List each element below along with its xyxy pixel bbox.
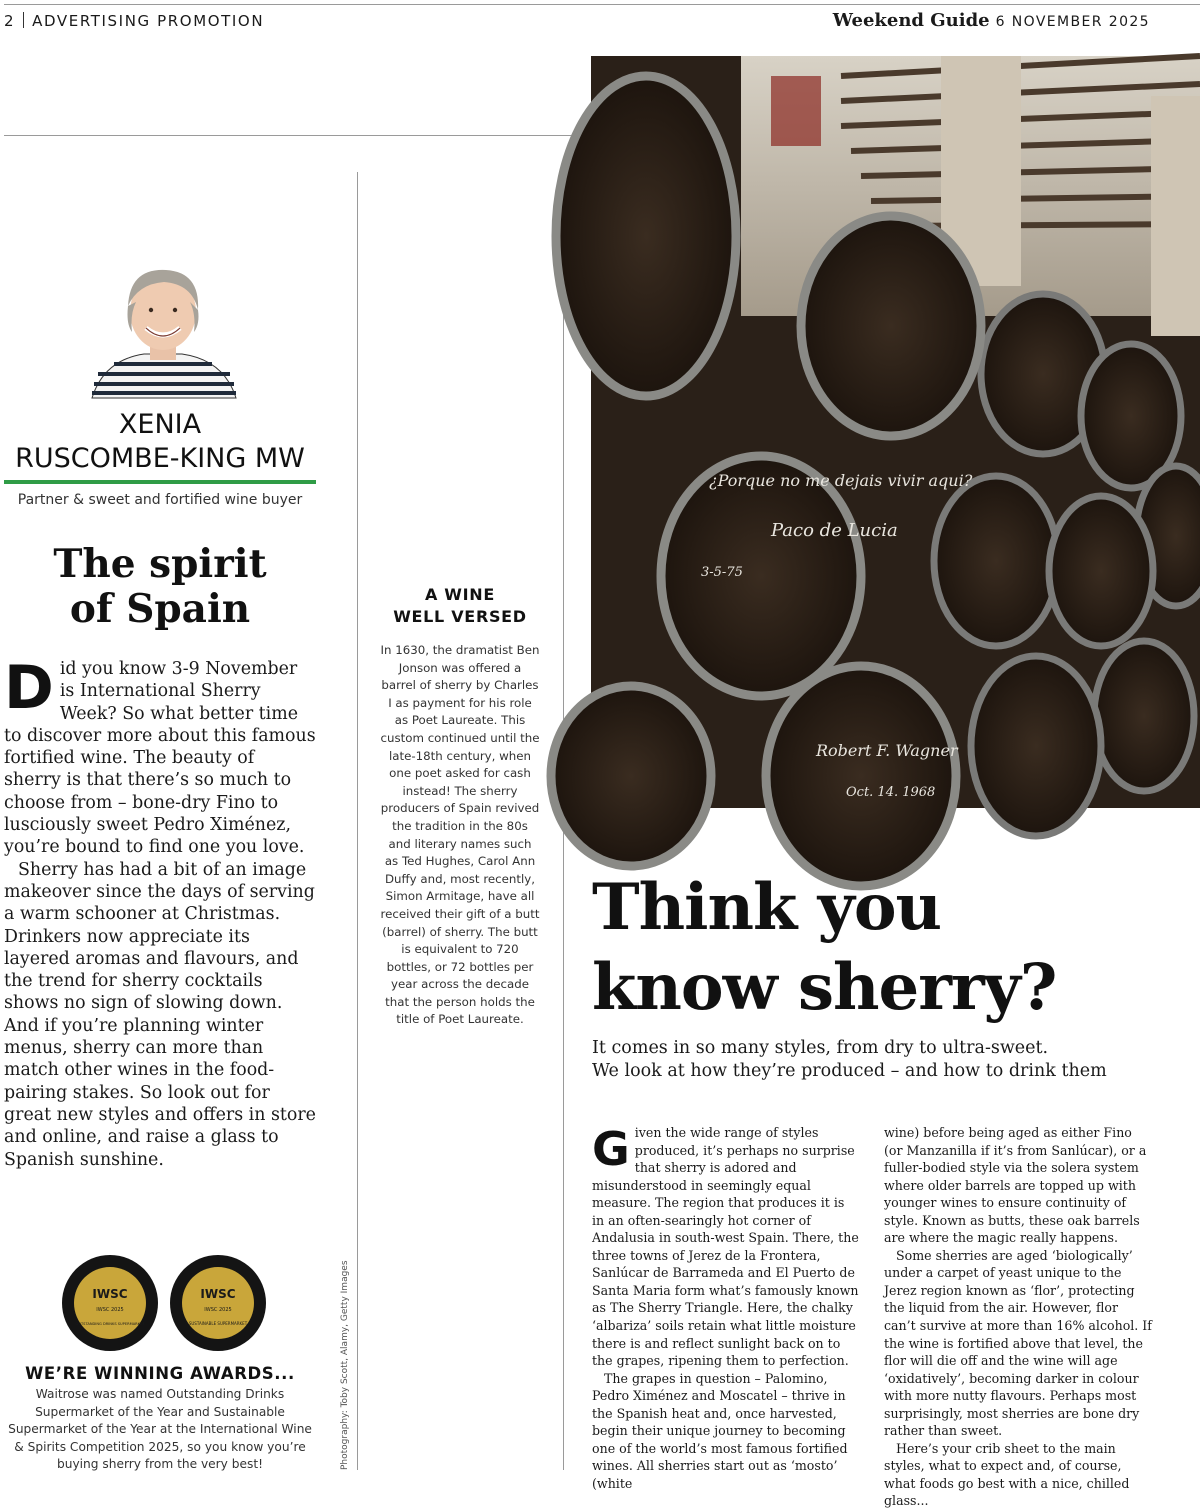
column-divider-left: [357, 172, 358, 1470]
header-rule: [4, 4, 1200, 5]
badge2-brand: IWSC: [200, 1287, 236, 1301]
awards-title: WE’RE WINNING AWARDS...: [25, 1364, 295, 1383]
issue-date: 6 NOVEMBER 2025: [995, 14, 1150, 30]
left-title-line2: of Spain: [69, 586, 251, 632]
dropcap-d: D: [4, 653, 54, 723]
sidebar-text: In 1630, the dramatist Ben Jonson was offered a barrel of sherry by Charles I as payment for his role as Poet Laureate. This custom continued until the late-18th century, when one poet asked for cash instead! The sherry producers of Spain revived the tradition in the 80s and literary names such as Ted Hughes, Carol Ann Duffy and, most recently, Simon Armitage, have all received their gift of a butt (barrel) of sherry. The butt is equivalent to 720 bottles, or 72 bottles per year across the decade that the person holds the title of Poet Laureate.: [380, 643, 540, 1027]
author-accent-rule: [4, 480, 316, 484]
col2-paragraph-2: Some sherries are aged ‘biologically’ under a carpet of yeast unique to the Jerez region known as ‘flor’, protecting the liquid from the air. However, flor can’t survive at more than 16% alcohol. If the wine is fortified above that level, the flor will die off and the wine will age ‘oxidatively’, becoming darker in colour with more nutty flavours. Perhaps most surprisingly, most sherries are bone dry rather than sweet.: [884, 1247, 1152, 1439]
barrel-date-1: 3-5-75: [701, 565, 743, 580]
award-badge-2: [170, 1255, 266, 1351]
main-column-2: [884, 1124, 1152, 1510]
author-name-line2: RUSCOMBE-KING MW: [15, 443, 305, 474]
barrel-signature-1: Paco de Lucia: [771, 520, 898, 541]
standfirst-line1: It comes in so many styles, from dry to ultra-sweet.: [592, 1038, 1049, 1058]
author-portrait: [84, 262, 242, 398]
badge1-caption: OUTSTANDING DRINKS SUPERMARKET: [75, 1322, 145, 1326]
author-role: Partner & sweet and fortified wine buyer: [17, 492, 303, 508]
main-title-line1: Think you: [592, 870, 942, 945]
page-number: 2: [4, 12, 16, 30]
award-badges: [60, 1253, 270, 1353]
top-left-rule: [4, 135, 590, 136]
awards-text: Waitrose was named Outstanding Drinks Supermarket of the Year and Sustainable Supermarket of the Year at the International Wine & Spirits Competition 2025, so you know you’re buying sherry from the very best!: [8, 1387, 312, 1472]
barrels-illustration: [591, 56, 1200, 808]
sidebar-title: [368, 584, 552, 628]
badge2-year: IWSC 2025: [204, 1307, 232, 1313]
badge1-year: IWSC 2025: [96, 1307, 124, 1313]
col2-paragraph-3: Here’s your crib sheet to the main styles, what to expect and, of course, what foods go best with a nice, chilled glass...: [884, 1440, 1130, 1509]
header-right: [833, 10, 1150, 31]
col2-paragraph-1: wine) before being aged as either Fino (or Manzanilla if it’s from Sanlúcar), or a fuller-bodied style via the solera system where older barrels are topped up with younger wines to ensure continuity of style. Known as butts, these oak barrels are where the magic really happens.: [884, 1125, 1147, 1246]
award-badge-1: [62, 1255, 158, 1351]
sidebar-title-line2: WELL VERSED: [393, 607, 527, 626]
publication-name: Weekend Guide: [832, 10, 990, 31]
col1-paragraph-2: The grapes in question – Palomino, Pedro Ximénez and Moscatel – thrive in the Spanish heat and, once harvested, begin their unique journey to becoming one of the world’s most famous fortified wines. All sherries start out as ‘mosto’ (white: [592, 1370, 848, 1491]
header-separator: [23, 12, 24, 28]
sherry-barrels-photo: [591, 56, 1200, 808]
col1-paragraph-1: [592, 1124, 860, 1370]
standfirst: [592, 1037, 1192, 1082]
author-name: [4, 408, 316, 476]
left-title-line1: The spirit: [53, 541, 267, 587]
left-paragraph-1: [4, 653, 316, 859]
standfirst-line2: We look at how they’re produced – and how to drink them: [592, 1060, 1107, 1081]
photo-credit: Photography: Toby Scott, Alamy, Getty Images: [340, 1260, 350, 1470]
sidebar-title-line1: A WINE: [424, 585, 496, 604]
left-paragraph-2: Sherry has had a bit of an image makeover since the days of serving a warm schooner at Christmas. Drinkers now appreciate its layered aromas and flavours, and the trend for sherry cocktails shows no sign of slowing down. And if you’re planning winter menus, sherry can more than match other wines in the food-pairing stakes. So look out for great new styles and offers in store and online, and raise a glass to Spanish sunshine.: [4, 859, 316, 1170]
main-article-title: [592, 868, 1192, 1028]
header-left: [4, 12, 264, 30]
left-article-title: [4, 542, 316, 632]
dropcap-g: G: [592, 1122, 630, 1176]
barrel-date-2: Oct. 14. 1968: [846, 785, 936, 800]
barrel-signature-2: Robert F. Wagner: [816, 741, 958, 760]
left-article-body: [4, 653, 316, 1171]
barrel-inscription-1: ¿Porque no me dejais vivir aqui?: [709, 471, 973, 490]
col1-paragraph-1-text: iven the wide range of styles produced, it’s perhaps no surprise that sherry is adored and misunderstood in seemingly equal measure. The region that produces it is in an often-searingly hot corner of Andalusia in south-west Spain. There, the three towns of Jerez de la Frontera, Sanlúcar de Barrameda and El Puerto de Santa Maria form what’s famously known as The Sherry Triangle. Here, the chalky ‘albariza’ soils retain what little moisture there is and reflect sunlight back on to the grapes, ripening them to perfection.: [592, 1125, 859, 1369]
main-column-1: [592, 1124, 860, 1492]
badge1-brand: IWSC: [92, 1287, 128, 1301]
badge2-caption: SUSTAINABLE SUPERMARKET: [188, 1321, 248, 1326]
author-portrait-illustration: [84, 262, 242, 398]
author-name-line1: XENIA: [118, 409, 202, 440]
main-title-line2: know sherry?: [592, 950, 1057, 1025]
left-paragraph-1-text: id you know 3-9 November is International Sherry Week? So what better time to discover more about this famous fortified wine. The beauty of sherry is that there’s so much to choose from – bone-dry Fino to lusciously sweet Pedro Ximénez, you’re bound to find one you love.: [4, 659, 316, 858]
award-badges-illustration: [60, 1253, 270, 1353]
section-label: ADVERTISING PROMOTION: [32, 12, 265, 30]
